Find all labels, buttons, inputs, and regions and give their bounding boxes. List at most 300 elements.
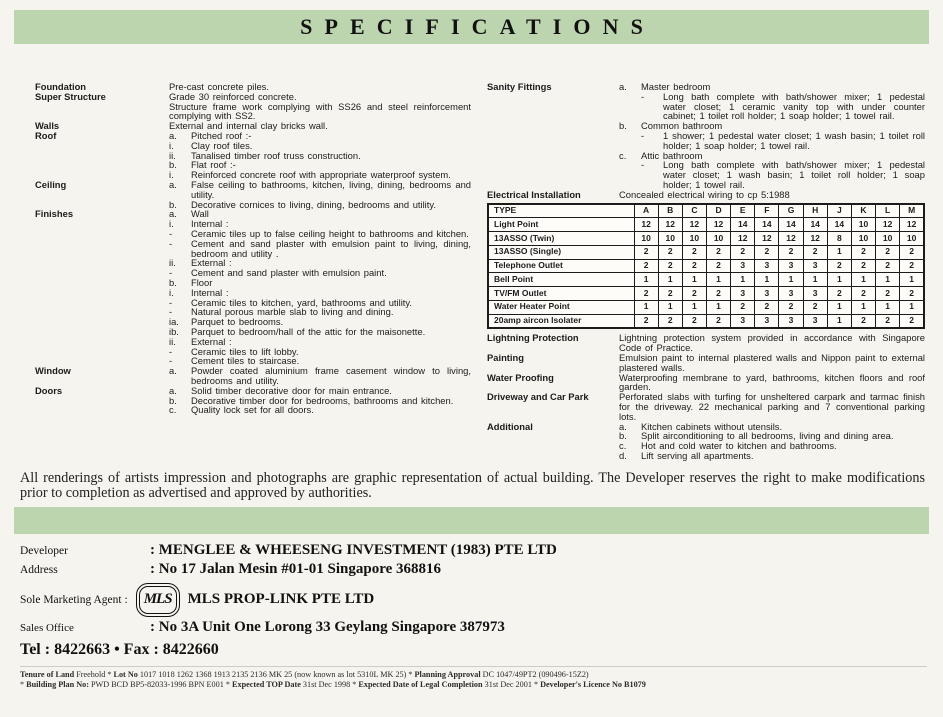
cell-value: 2 xyxy=(900,287,924,301)
cell-value: 1 xyxy=(876,273,900,287)
entry-text: Pre-cast concrete piles. xyxy=(169,81,269,92)
spec-section-window xyxy=(35,366,471,386)
cell-value: 3 xyxy=(779,314,803,328)
spec-section-water-proofing xyxy=(487,373,925,393)
right-column xyxy=(487,82,925,461)
cell-value: 10 xyxy=(706,232,730,246)
cell-value: 10 xyxy=(682,232,706,246)
spec-term: Super Structure xyxy=(35,90,106,102)
cell-value: 1 xyxy=(755,273,779,287)
row-type: Light Point xyxy=(488,218,634,232)
row-type: 20amp aircon Isolater xyxy=(488,314,634,328)
spec-section-painting xyxy=(487,353,925,373)
cell-value: 2 xyxy=(876,287,900,301)
fineprint-segment: Tenure of Land xyxy=(20,669,77,679)
cell-value: 2 xyxy=(755,245,779,259)
spec-section-finishes xyxy=(35,209,471,366)
fineprint-segment: DC 1047/49PT2 (090496-15Z2) xyxy=(482,669,589,679)
entry-marker: - xyxy=(169,296,173,308)
table-row-water-heater-point xyxy=(488,300,924,314)
cell-value: 2 xyxy=(706,314,730,328)
spec-term: Doors xyxy=(35,384,63,396)
entry-text: Long bath complete with bath/shower mixer; 1 pedestal water closet; 1 ceramic vanity top with under counter cabinet; 1 toilet roll holder; 1 soap holder; 1 towel rail. xyxy=(663,90,925,122)
left-column xyxy=(35,82,471,461)
cell-value: 1 xyxy=(658,273,682,287)
cell-value: 2 xyxy=(876,245,900,259)
fineprint-segment: * xyxy=(20,679,27,689)
spec-section-lightning-protection xyxy=(487,333,925,353)
spec-entry xyxy=(619,333,925,353)
entry-marker: ii. xyxy=(169,335,176,347)
entry-text: Split airconditioning to all bedrooms, living and dining area. xyxy=(641,430,894,442)
cell-value: 1 xyxy=(803,273,827,287)
entry-text: Structure frame work complying with SS26 and steel reinforcement complying with SS2. xyxy=(169,100,471,122)
entry-text: Kitchen cabinets without utensils. xyxy=(641,420,783,432)
fineprint-line-1 xyxy=(20,670,927,680)
address-row xyxy=(20,561,927,578)
spec-section-super-structure xyxy=(35,92,471,121)
entry-text: Concealed electrical wiring to cp 5:1988 xyxy=(619,188,790,200)
cell-value: 1 xyxy=(876,300,900,314)
cell-value: 2 xyxy=(900,259,924,273)
fineprint-segment: Building Plan No: xyxy=(26,679,91,689)
fineprint-segment: Freehold * xyxy=(76,669,114,679)
entry-text: External : xyxy=(191,257,232,269)
entry-marker: b. xyxy=(169,394,177,406)
cell-value: 3 xyxy=(779,259,803,273)
cell-value: 2 xyxy=(658,314,682,328)
entry-marker: - xyxy=(169,227,173,239)
spec-section-walls xyxy=(35,121,471,131)
table-header-l: L xyxy=(876,204,900,218)
spec-entry xyxy=(641,92,925,121)
spec-entries xyxy=(169,131,471,180)
cell-value: 2 xyxy=(682,314,706,328)
developer-row xyxy=(20,542,927,559)
spec-entry xyxy=(619,373,925,393)
address-value: : No 17 Jalan Mesin #01-01 Singapore 368816 xyxy=(150,560,441,577)
entry-marker: a. xyxy=(169,365,177,377)
entry-marker: - xyxy=(169,306,173,318)
entry-text: Natural porous marble slab to living and dining. xyxy=(191,306,394,318)
entry-marker: c. xyxy=(619,440,627,452)
cell-value: 2 xyxy=(876,259,900,273)
entry-marker: - xyxy=(169,237,173,249)
entry-text: Attic bathroom xyxy=(641,149,703,161)
cell-value: 12 xyxy=(658,218,682,232)
sales-office-row xyxy=(20,619,927,636)
cell-value: 1 xyxy=(779,273,803,287)
entry-text: Flat roof :- xyxy=(191,159,236,171)
spec-section-ceiling xyxy=(35,180,471,209)
entry-marker: d. xyxy=(619,450,627,462)
cell-value: 2 xyxy=(682,245,706,259)
fineprint-segment: PWD BCD BP5-82033-1996 BPN E001 * xyxy=(90,679,233,689)
entry-text: Solid timber decorative door for main entrance. xyxy=(191,384,392,396)
cell-value: 3 xyxy=(779,287,803,301)
entry-text: Ceramic tiles to kitchen, yard, bathrooms and utility. xyxy=(191,296,412,308)
spec-term: Driveway and Car Park xyxy=(487,391,589,403)
cell-value: 1 xyxy=(827,273,851,287)
spec-section-driveway-and-car-park xyxy=(487,392,925,421)
cell-value: 2 xyxy=(803,300,827,314)
cell-value: 2 xyxy=(706,245,730,259)
cell-value: 3 xyxy=(803,287,827,301)
cell-value: 2 xyxy=(634,245,658,259)
cell-value: 10 xyxy=(851,218,875,232)
cell-value: 2 xyxy=(851,287,875,301)
cell-value: 12 xyxy=(634,218,658,232)
developer-value: : MENGLEE & WHEESENG INVESTMENT (1983) PTE LTD xyxy=(150,541,557,558)
cell-value: 1 xyxy=(658,300,682,314)
cell-value: 2 xyxy=(851,314,875,328)
spec-entries xyxy=(619,392,925,421)
entry-marker: i. xyxy=(169,169,174,181)
entry-marker: b. xyxy=(169,159,177,171)
entry-marker: b. xyxy=(169,276,177,288)
marketing-agent-row xyxy=(20,583,927,617)
fineprint-segment: Expected TOP Date xyxy=(232,679,303,689)
spec-term: Foundation xyxy=(35,81,87,92)
table-header-m: M xyxy=(900,204,924,218)
spec-entries xyxy=(619,82,925,190)
entry-marker: c. xyxy=(619,149,627,161)
sales-office-label: Sales Office xyxy=(20,621,74,634)
spec-entries xyxy=(619,373,925,393)
spec-term: Finishes xyxy=(35,208,74,220)
entry-text: Powder coated aluminium frame casement window to living, bedrooms and utility. xyxy=(191,365,471,386)
cell-value: 2 xyxy=(731,300,755,314)
cell-value: 1 xyxy=(706,300,730,314)
entry-marker: a. xyxy=(169,129,177,141)
cell-value: 14 xyxy=(779,218,803,232)
cell-value: 3 xyxy=(803,314,827,328)
entry-marker: - xyxy=(641,159,645,171)
cell-value: 3 xyxy=(803,259,827,273)
entry-text: Cement and sand plaster with emulsion paint to living, dining, bedroom and utility . xyxy=(191,237,471,259)
spec-entry xyxy=(619,451,925,461)
cell-value: 3 xyxy=(731,287,755,301)
spec-entries xyxy=(169,92,471,121)
right-column-top xyxy=(487,82,925,200)
row-type: Bell Point xyxy=(488,273,634,287)
right-column-bottom xyxy=(487,333,925,460)
cell-value: 3 xyxy=(731,259,755,273)
cell-value: 1 xyxy=(682,300,706,314)
cell-value: 1 xyxy=(827,314,851,328)
fineprint xyxy=(20,666,927,690)
spec-entry xyxy=(169,239,471,259)
fineprint-segment: Planning Approval xyxy=(414,669,483,679)
cell-value: 3 xyxy=(731,314,755,328)
table-row-13asso-single xyxy=(488,245,924,259)
row-type: TV/FM Outlet xyxy=(488,287,634,301)
agent-value: MLS PROP-LINK PTE LTD xyxy=(187,591,375,608)
spec-section-roof xyxy=(35,131,471,180)
cell-value: 2 xyxy=(755,300,779,314)
entry-marker: - xyxy=(169,355,173,367)
cell-value: 1 xyxy=(634,273,658,287)
entry-text: Internal : xyxy=(191,218,229,230)
cell-value: 1 xyxy=(900,300,924,314)
table-row-20amp-aircon-isolater xyxy=(488,314,924,328)
row-type: Water Heater Point xyxy=(488,300,634,314)
entry-marker: ib. xyxy=(169,325,179,337)
page-title: SPECIFICATIONS xyxy=(300,14,655,39)
fineprint-segment: Developer's Licence No B1079 xyxy=(540,679,646,689)
table-header-c: C xyxy=(682,204,706,218)
table-header-b: B xyxy=(658,204,682,218)
entry-marker: ia. xyxy=(169,316,179,328)
tel-fax-line: Tel : 8422663 • Fax : 8422660 xyxy=(20,640,219,658)
cell-value: 8 xyxy=(827,232,851,246)
entry-text: Cement and sand plaster with emulsion paint. xyxy=(191,267,387,279)
spec-section-sanity-fittings xyxy=(487,82,925,190)
cell-value: 12 xyxy=(731,232,755,246)
entry-text: Emulsion paint to internal plastered walls and Nippon paint to external plastered walls. xyxy=(619,352,925,373)
entry-marker: i. xyxy=(169,139,174,151)
cell-value: 2 xyxy=(779,300,803,314)
entry-text: Master bedroom xyxy=(641,81,711,92)
cell-value: 12 xyxy=(876,218,900,232)
spec-entries xyxy=(169,386,471,415)
spec-entry xyxy=(641,131,925,151)
cell-value: 2 xyxy=(634,314,658,328)
spec-entry xyxy=(169,200,471,210)
entry-marker: ii. xyxy=(169,257,176,269)
cell-value: 12 xyxy=(755,232,779,246)
entry-text: Waterproofing membrane to yard, bathrooms, kitchen floors and roof garden. xyxy=(619,371,925,393)
sales-office-value: : No 3A Unit One Lorong 33 Geylang Singapore 387973 xyxy=(150,618,505,635)
cell-value: 12 xyxy=(803,232,827,246)
spec-section-additional xyxy=(487,422,925,461)
address-label: Address xyxy=(20,563,58,576)
cell-value: 2 xyxy=(731,245,755,259)
entry-marker: - xyxy=(641,90,645,102)
cell-value: 1 xyxy=(851,300,875,314)
agent-label: Sole Marketing Agent : xyxy=(20,593,128,606)
entry-text: Quality lock set for all doors. xyxy=(191,404,314,416)
cell-value: 10 xyxy=(900,232,924,246)
entry-text: Parquet to bedroom/hall of the attic for the maisonette. xyxy=(191,325,426,337)
cell-value: 14 xyxy=(803,218,827,232)
entry-marker: a. xyxy=(169,208,177,220)
table-header-e: E xyxy=(731,204,755,218)
spec-entry xyxy=(619,392,925,421)
spec-entry xyxy=(169,268,471,278)
entry-text: Internal : xyxy=(191,286,229,298)
title-bar xyxy=(14,10,929,44)
entry-marker: a. xyxy=(169,384,177,396)
table-row-bell-point xyxy=(488,273,924,287)
table-header-j: J xyxy=(827,204,851,218)
cell-value: 2 xyxy=(682,287,706,301)
cell-value: 2 xyxy=(803,245,827,259)
cell-value: 10 xyxy=(658,232,682,246)
fineprint-line-2 xyxy=(20,680,927,690)
entry-text: Decorative timber door for bedrooms, bathrooms and kitchen. xyxy=(191,394,454,406)
cell-value: 2 xyxy=(634,259,658,273)
cell-value: 2 xyxy=(827,287,851,301)
cell-value: 2 xyxy=(658,259,682,273)
cell-value: 10 xyxy=(876,232,900,246)
spec-section-electrical-installation xyxy=(487,190,925,200)
entry-marker: a. xyxy=(169,178,177,190)
spec-term: Water Proofing xyxy=(487,371,554,383)
row-type: 13ASSO (Single) xyxy=(488,245,634,259)
spec-term: Painting xyxy=(487,352,524,364)
entry-text: Perforated slabs with turfing for unsheltered carpark and tarmac finish for the driveway. 22 mechanical parking and 7 conventional parking lots. xyxy=(619,391,925,422)
table-header-k: K xyxy=(851,204,875,218)
cell-value: 2 xyxy=(634,287,658,301)
row-type: 13ASSO (Twin) xyxy=(488,232,634,246)
entry-text: Cement tiles to staircase. xyxy=(191,355,300,367)
spec-entry xyxy=(619,190,925,200)
spec-term: Additional xyxy=(487,420,533,432)
table-row-light-point xyxy=(488,218,924,232)
spec-entries xyxy=(619,190,925,200)
spec-entries xyxy=(619,333,925,353)
entry-text: Decorative cornices to living, dining, bedrooms and utility. xyxy=(191,198,436,210)
fineprint-segment: 31st Dec 1998 * xyxy=(302,679,359,689)
spec-entry xyxy=(641,160,925,189)
entry-marker: i. xyxy=(169,286,174,298)
cell-value: 1 xyxy=(634,300,658,314)
table-row-telephone-outlet xyxy=(488,259,924,273)
table-header-a: A xyxy=(634,204,658,218)
cell-value: 2 xyxy=(658,245,682,259)
spec-term: Lightning Protection xyxy=(487,332,579,344)
entry-marker: b. xyxy=(619,120,627,132)
entry-marker: - xyxy=(641,129,645,141)
entry-text: Ceramic tiles to lift lobby. xyxy=(191,345,299,357)
spec-term: Walls xyxy=(35,120,60,132)
cell-value: 1 xyxy=(706,273,730,287)
spec-entry xyxy=(169,405,471,415)
entry-marker: ii. xyxy=(169,149,176,161)
cell-value: 1 xyxy=(900,273,924,287)
cell-value: 1 xyxy=(827,245,851,259)
entry-marker: c. xyxy=(169,404,177,416)
green-divider-band xyxy=(14,507,929,534)
entry-text: Tanalised timber roof truss construction. xyxy=(191,149,361,161)
table-header-h: H xyxy=(803,204,827,218)
cell-value: 14 xyxy=(827,218,851,232)
mls-logo-icon: MLS xyxy=(136,583,180,617)
fineprint-segment: 31st Dec 2001 * xyxy=(484,679,541,689)
spec-term: Ceiling xyxy=(35,178,67,190)
entry-marker: b. xyxy=(619,430,627,442)
row-type: Telephone Outlet xyxy=(488,259,634,273)
cell-value: 2 xyxy=(706,259,730,273)
entry-text: External : xyxy=(191,335,232,347)
entry-marker: b. xyxy=(169,198,177,210)
cell-value: 2 xyxy=(779,245,803,259)
cell-value: 2 xyxy=(900,245,924,259)
fineprint-segment: 1017 1018 1262 1368 1913 2135 2136 MK 25 (now known as lot 5310L MK 25) * xyxy=(139,669,415,679)
spec-entries xyxy=(619,422,925,461)
spec-entry xyxy=(619,353,925,373)
fineprint-segment: Lot No xyxy=(113,669,140,679)
cell-value: 3 xyxy=(755,259,779,273)
cell-value: 14 xyxy=(755,218,779,232)
cell-value: 2 xyxy=(706,287,730,301)
entry-text: Hot and cold water to kitchen and bathrooms. xyxy=(641,440,837,452)
cell-value: 2 xyxy=(682,259,706,273)
entry-text: Ceramic tiles up to false ceiling height to bathrooms and kitchen. xyxy=(191,227,469,239)
electrical-installation-table xyxy=(487,203,925,330)
cell-value: 12 xyxy=(682,218,706,232)
cell-value: 1 xyxy=(851,273,875,287)
spec-entries xyxy=(169,209,471,366)
table-row-tv-fm-outlet xyxy=(488,287,924,301)
entry-text: Floor xyxy=(191,276,213,288)
table-header-row xyxy=(488,204,924,218)
table-header-g: G xyxy=(779,204,803,218)
entry-marker: a. xyxy=(619,420,627,432)
entry-text: Parquet to bedrooms. xyxy=(191,316,284,328)
spec-entry xyxy=(169,102,471,122)
cell-value: 1 xyxy=(731,273,755,287)
cell-value: 3 xyxy=(755,287,779,301)
entry-text: Wall xyxy=(191,208,209,220)
spec-term: Sanity Fittings xyxy=(487,81,552,92)
cell-value: 12 xyxy=(900,218,924,232)
spec-entries xyxy=(169,180,471,209)
table-header-f: F xyxy=(755,204,779,218)
entry-text: 1 shower; 1 pedestal water closet; 1 wash basin; 1 toilet roll holder; 1 soap holder; 1 towel rail. xyxy=(663,129,925,151)
cell-value: 1 xyxy=(682,273,706,287)
disclaimer-text: All renderings of artists impression and photographs are graphic representation of actual building. The Developer reserves the right to make modifications prior to completion as advertised and approved by authorities. xyxy=(20,469,925,502)
cell-value: 1 xyxy=(827,300,851,314)
cell-value: 12 xyxy=(706,218,730,232)
spec-entry xyxy=(169,366,471,386)
entry-text: External and internal clay bricks wall. xyxy=(169,120,328,132)
entry-text: Long bath complete with bath/shower mixer; 1 pedestal water closet; 1 wash basin; 1 toilet roll holder; 1 soap holder; 1 towel rail. xyxy=(663,159,925,190)
cell-value: 2 xyxy=(900,314,924,328)
cell-value: 14 xyxy=(731,218,755,232)
entry-marker: - xyxy=(169,345,173,357)
cell-value: 10 xyxy=(851,232,875,246)
cell-value: 2 xyxy=(851,259,875,273)
entry-text: False ceiling to bathrooms, kitchen, living, dining, bedrooms and utility. xyxy=(191,178,471,200)
spec-section-doors xyxy=(35,386,471,415)
entry-text: Clay roof tiles. xyxy=(191,139,253,151)
table-header-d: D xyxy=(706,204,730,218)
spec-term: Roof xyxy=(35,129,57,141)
cell-value: 2 xyxy=(876,314,900,328)
table-row-13asso-twin xyxy=(488,232,924,246)
entry-text: Lift serving all apartments. xyxy=(641,450,754,462)
entry-text: Reinforced concrete roof with appropriate waterproof system. xyxy=(191,169,451,181)
footer xyxy=(20,542,927,690)
entry-text: Lightning protection system provided in accordance with Singapore Code of Practice. xyxy=(619,332,925,354)
fineprint-segment: Expected Date of Legal Completion xyxy=(358,679,485,689)
cell-value: 12 xyxy=(779,232,803,246)
table-header-type: TYPE xyxy=(488,204,634,218)
entry-text: Grade 30 reinforced concrete. xyxy=(169,90,297,102)
spec-entry xyxy=(169,180,471,200)
entry-text: Pitched roof :- xyxy=(191,129,252,141)
entry-marker: a. xyxy=(619,81,627,92)
cell-value: 3 xyxy=(755,314,779,328)
entry-marker: - xyxy=(169,267,173,279)
entry-marker: i. xyxy=(169,218,174,230)
cell-value: 2 xyxy=(827,259,851,273)
developer-label: Developer xyxy=(20,544,68,557)
cell-value: 2 xyxy=(851,245,875,259)
entry-text: Common bathroom xyxy=(641,120,723,132)
